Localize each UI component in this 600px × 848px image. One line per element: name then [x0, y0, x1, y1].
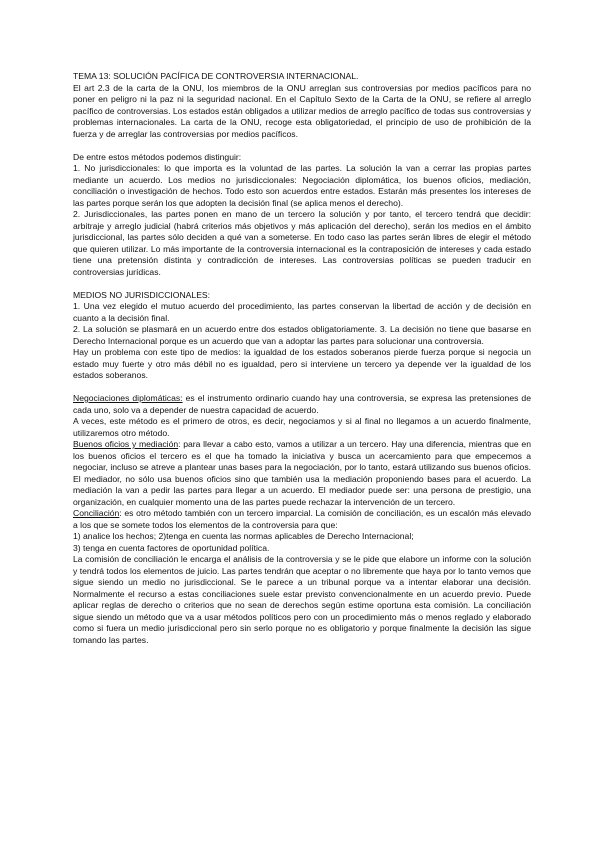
- mnj-point-2: 2. La solución se plasmará en un acuerdo entre dos estados obligatoriamente. 3. La decisión no tiene que basarse en Derecho Internacional porque es un acuerdo que van a adoptar las partes para solucionar una controversia.: [73, 324, 531, 346]
- conciliacion-final-paragraph: La comisión de conciliación le encarga el análisis de la controversia y se le pide que elabore un informe con la solución y tendrá todos los elementos de juicio. Las partes tendrán que aceptar o no libremente que haya por lo tanto vemos que sigue siendo un medio no jurisdiccional. Se le parece a un tribunal porque va a intentar elaborar una decisión. Normalmente el recurso a estas conciliaciones suele estar previsto convencionalmente en un acuerdo previo. Puede aplicar reglas de derecho o criterios que no sean de derechos según estime oportuna esta comisión. La conciliación sigue siendo un método que va a usar métodos políticos pero con un procedimiento más o menos reglado y elaborado como si fuera un medio jurisdiccional pero sin serlo porque no es obligatorio y porque finalmente la decisión las sigue tomando las partes.: [73, 554, 531, 645]
- intro-paragraph: El art 2.3 de la carta de la ONU, los miembros de la ONU arreglan sus controversias por medios pacíficos para no poner en peligro ni la paz ni la seguridad nacional. En el Capítulo Sexto de la Carta de la ONU, se refiere al arreglo pacífico de controversias. Los estados están obligados a utilizar medios de arreglo pacífico de todas sus controversias y problemas internacionales. La carta de la ONU, recoge esta obligatoriedad, el principio de uso de prohibición de la fuerza y de arreglar las controversias por medios pacíficos.: [73, 82, 531, 139]
- buenos-oficios-text: : para llevar a cabo esto, vamos a utilizar a un tercero. Hay una diferencia, mientras que en los buenos oficios el tercero es el que ha tomado la iniciativa y busca un acercamiento para que empecemos a negociar, incluso se atreve a plantear unas bases para la negociación, por lo tanto, estará utilizando sus buenos oficios. El mediador, no sólo usa buenos oficios sino que también usa la mediación proponiendo bases para el acuerdo. La mediación la van a pedir las partes para llegar a un acuerdo. El mediador puede ser: una persona de prestigio, una organización, en cualquier momento una de las partes puede rechazar la intervención de un tercero.: [73, 439, 531, 507]
- method-2-paragraph: 2. Jurisdiccionales, las partes ponen en mano de un tercero la solución y por tanto, el tercero tendrá que decidir: arbitraje y arreglo judicial (habrá criterios más objetivos y más aplicación del derecho), serán los medios en el ámbito jurisdiccional, las partes sólo deciden a qué van a someterse. En todo caso las partes serán libres de elegir el método que quieren utilizar. Lo más importante de la controversia internacional es la contraposición de intereses y cada estado tiene una pretensión distinta y contradicción de intereses. Las controversias políticas se pueden traducir en controversias jurídicas.: [73, 209, 531, 277]
- buenos-oficios-paragraph: [73, 439, 531, 508]
- negociaciones-paragraph: [73, 393, 531, 416]
- conciliacion-label: Conciliación: [73, 508, 120, 518]
- mnj-point-1: 1. Una vez elegido el mutuo acuerdo del procedimiento, las partes conservan la libertad de acción y de decisión en cuanto a la decisión final.: [73, 301, 531, 323]
- conciliacion-text: : es otro método también con un tercero imparcial. La comisión de conciliación, es un escalón más elevado a los que se somete todos los elementos de la controversia para que:: [73, 508, 531, 530]
- conciliacion-items-1: 1) analice los hechos; 2)tenga en cuenta las normas aplicables de Derecho Internacional;: [73, 531, 414, 541]
- buenos-oficios-label: Buenos oficios y mediación: [73, 439, 179, 449]
- section-heading: MEDIOS NO JURISDICCIONALES:: [73, 289, 211, 300]
- negociaciones-label: Negociaciones diplomáticas:: [73, 393, 183, 403]
- methods-lead: De entre estos métodos podemos distinguir:: [73, 151, 242, 162]
- page-title: TEMA 13: SOLUCIÓN PACÍFICA DE CONTROVERSIA INTERNACIONAL.: [73, 71, 359, 81]
- mnj-problem-paragraph: Hay un problema con este tipo de medios: la igualdad de los estados soberanos pierde fuerza porque si negocia un estado muy fuerte y otro más débil no es igualdad, pero si interviene un tercero ya depende ver la igualdad de los estados soberanos.: [73, 347, 531, 380]
- document-page: [73, 71, 531, 646]
- negociaciones-paragraph-2: A veces, este método es el primero de otros, es decir, negociamos y si al final no llegamos a un acuerdo finalmente, utilizaremos otro método.: [73, 416, 531, 438]
- conciliacion-paragraph: [73, 508, 531, 531]
- method-1-paragraph: 1. No jurisdiccionales: lo que importa es la voluntad de las partes. La solución la van a cerrar las propias partes mediante un acuerdo. Los medios no jurisdiccionales: Negociación diplomática, los buenos oficios, mediación, conciliación o investigación de hechos. Todo esto son acuerdos entre estados. Estarán más presentes los intereses de las partes porque serán los que adopten la decisión final (se aplica menos el derecho).: [73, 163, 531, 208]
- conciliacion-items-2: 3) tenga en cuenta factores de oportunidad política.: [73, 542, 270, 553]
- negociaciones-text: es el instrumento ordinario cuando hay una controversia, se expresa las pretensiones de cada uno, solo va a depender de nuestra capacidad de acuerdo.: [73, 393, 531, 415]
